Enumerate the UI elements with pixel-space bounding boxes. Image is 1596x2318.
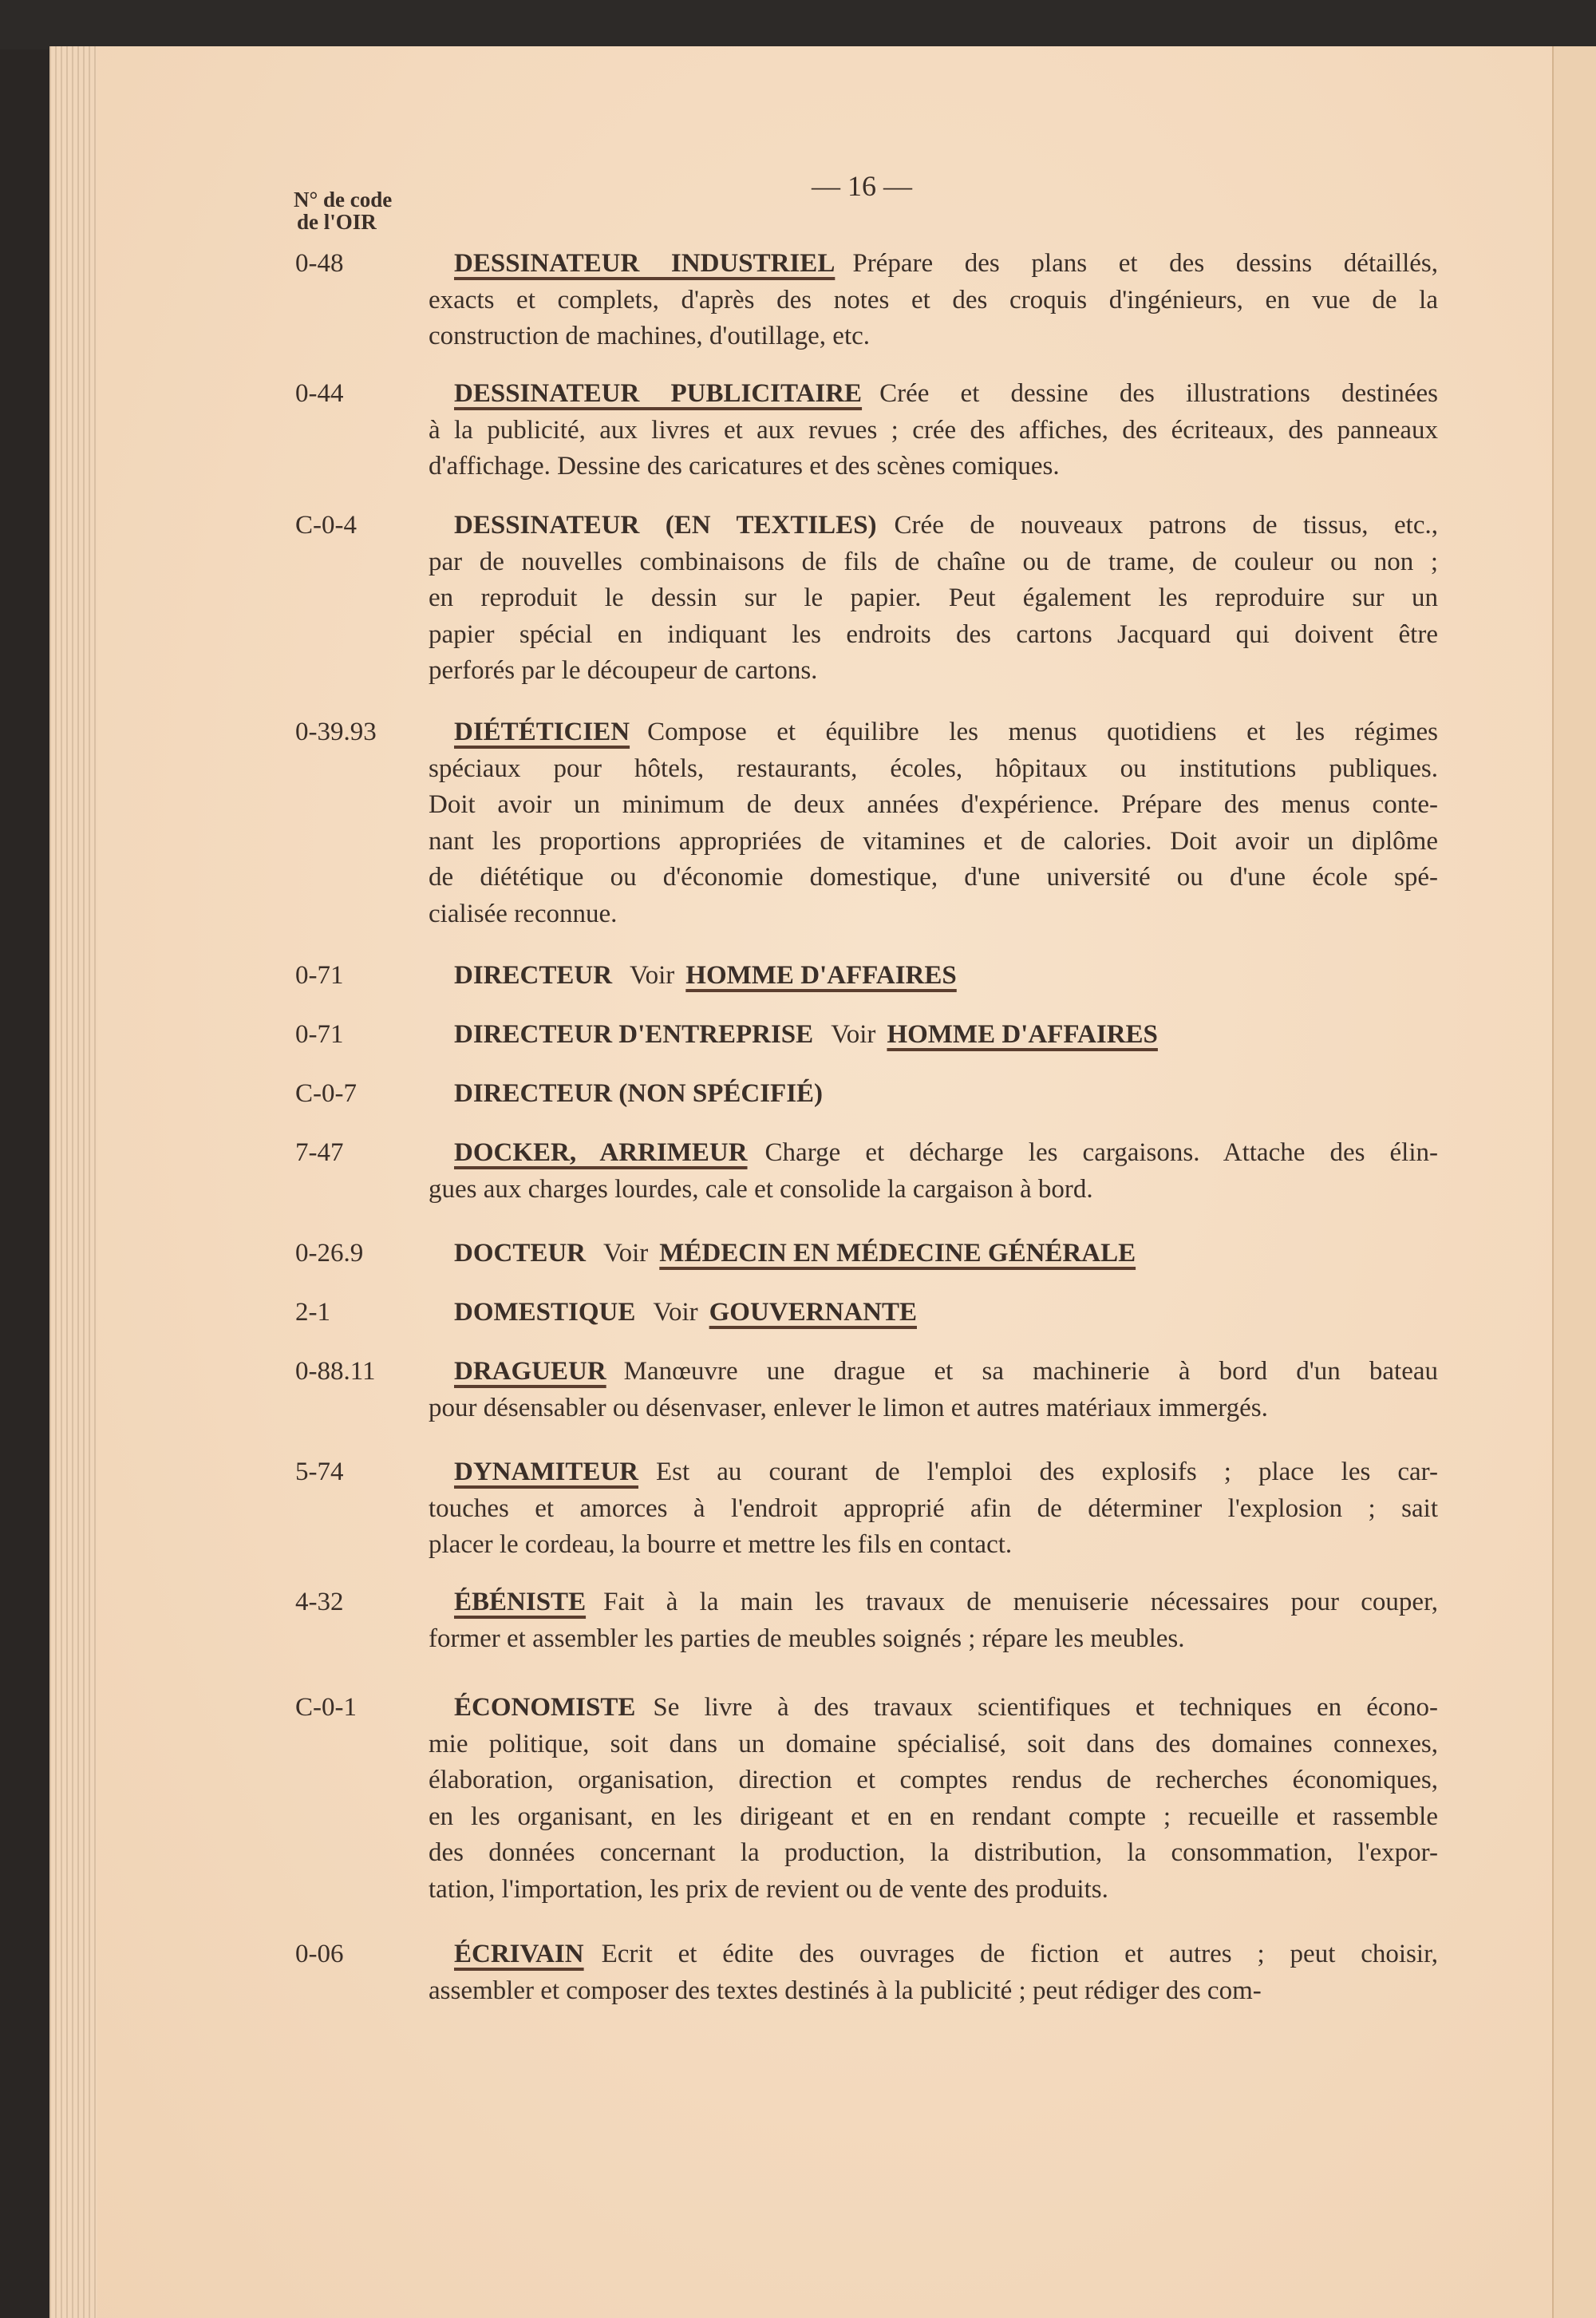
- scan-background: [0, 0, 1596, 49]
- entry-line: à la publicité, aux livres et aux revues ; crée des affiches, des écriteaux, des panneaux: [429, 415, 1438, 445]
- headword: DIÉTÉTICIEN: [454, 718, 630, 746]
- code-column-header: [294, 188, 392, 233]
- entry-line: [429, 246, 1438, 283]
- oir-code: 0-48: [295, 249, 344, 278]
- oir-code: 0-39.93: [295, 718, 377, 746]
- entry-line: [429, 1017, 1438, 1054]
- entry-body: [429, 1295, 1438, 1331]
- entry-body: [429, 246, 1438, 355]
- entry-line: en reproduit le dessin sur le papier. Peut également les reproduire sur un: [429, 583, 1438, 612]
- code-column-header-line2: de l'OIR: [297, 210, 377, 234]
- entry-line: papier spécial en indiquant les endroits des cartons Jacquard qui doivent être: [429, 619, 1438, 649]
- entry-line: [429, 958, 1438, 995]
- entry-line: [429, 376, 1438, 413]
- entry-line: gues aux charges lourdes, cale et consolide la cargaison à bord.: [429, 1174, 1093, 1204]
- entry-line: [429, 714, 1438, 751]
- headword: ÉCRIVAIN: [454, 1940, 584, 1968]
- see-reference-link[interactable]: HOMME D'AFFAIRES: [887, 1020, 1158, 1049]
- entry-line: construction de machines, d'outillage, etc.: [429, 322, 871, 350]
- oir-code: 0-71: [295, 1020, 344, 1049]
- entry-line: Doit avoir un minimum de deux années d'expérience. Prépare des menus conte-: [429, 790, 1438, 819]
- oir-code: 0-44: [295, 379, 344, 408]
- headword: DESSINATEUR (EN TEXTILES): [454, 511, 877, 540]
- entry-text: Crée de nouveaux patrons de tissus, etc.,: [894, 511, 1438, 540]
- entry-text: Se livre à des travaux scientifiques et techniques en écono-: [653, 1693, 1438, 1722]
- see-label: Voir: [653, 1298, 698, 1327]
- entry-body: [429, 1236, 1438, 1272]
- oir-code: 2-1: [295, 1298, 330, 1327]
- entry-line: en les organisant, en les dirigeant et en en rendant compte ; recueille et rassemble: [429, 1802, 1438, 1831]
- entry-line: nant les proportions appropriées de vitamines et de calories. Doit avoir un diplôme: [429, 826, 1438, 856]
- entry-line: exacts et complets, d'après des notes et des croquis d'ingénieurs, en vue de la: [429, 285, 1438, 314]
- oir-code: 7-47: [295, 1138, 344, 1167]
- code-column-header-line1: N° de code: [294, 188, 393, 212]
- entry-body: [429, 1076, 1438, 1113]
- see-label: Voir: [630, 961, 675, 990]
- entry-line: [429, 1454, 1438, 1491]
- entry-line: pour désensabler ou désenvaser, enlever le limon et autres matériaux immergés.: [429, 1393, 1268, 1422]
- headword: DIRECTEUR D'ENTREPRISE: [454, 1020, 814, 1049]
- oir-code: C-0-1: [295, 1693, 357, 1722]
- entry-text: Compose et équilibre les menus quotidiens et les régimes: [647, 718, 1438, 746]
- headword: DOCKER, ARRIMEUR: [454, 1138, 748, 1167]
- page-number: — 16 —: [812, 170, 912, 202]
- entry-body: [429, 1936, 1438, 2009]
- entry-body: [429, 508, 1438, 690]
- oir-code: 0-88.11: [295, 1357, 376, 1386]
- entry-text: Crée et dessine des illustrations destinées: [879, 379, 1438, 408]
- entry-line: spéciaux pour hôtels, restaurants, écoles, hôpitaux ou institutions publiques.: [429, 754, 1438, 783]
- see-label: Voir: [603, 1239, 649, 1268]
- entry-line: des données concernant la production, la distribution, la consommation, l'expor-: [429, 1838, 1438, 1867]
- entry-body: [429, 1584, 1438, 1657]
- entry-text: Charge et décharge les cargaisons. Attache des élin-: [764, 1138, 1438, 1167]
- entry-line: d'affichage. Dessine des caricatures et des scènes comiques.: [429, 452, 1060, 481]
- see-label: Voir: [831, 1020, 876, 1049]
- oir-code: 0-06: [295, 1940, 344, 1968]
- see-reference-link[interactable]: GOUVERNANTE: [709, 1298, 917, 1327]
- entry-text: Ecrit et édite des ouvrages de fiction et autres ; peut choisir,: [601, 1940, 1438, 1968]
- entry-line: élaboration, organisation, direction et comptes rendus de recherches économiques,: [429, 1766, 1438, 1794]
- headword: DESSINATEUR INDUSTRIEL: [454, 249, 836, 278]
- entry-line: [429, 1690, 1438, 1727]
- entry-body: [429, 1690, 1438, 1908]
- entry-line: [429, 1135, 1438, 1172]
- entry-body: [429, 376, 1438, 485]
- entry-line: assembler et composer des textes destinés à la publicité ; peut rédiger des com-: [429, 1976, 1262, 2005]
- headword: DYNAMITEUR: [454, 1458, 638, 1486]
- oir-code: C-0-7: [295, 1079, 357, 1108]
- headword: DESSINATEUR PUBLICITAIRE: [454, 379, 863, 408]
- entry-line: tation, l'importation, les prix de revient ou de vente des produits.: [429, 1874, 1108, 1904]
- headword: DIRECTEUR (NON SPÉCIFIÉ): [454, 1079, 824, 1108]
- entry-line: placer le cordeau, la bourre et mettre les fils en contact.: [429, 1530, 1013, 1559]
- oir-code: 4-32: [295, 1588, 344, 1616]
- entry-body: [429, 958, 1438, 995]
- entry-line: cialisée reconnue.: [429, 899, 618, 928]
- entry-line: [429, 1295, 1438, 1331]
- see-reference-link[interactable]: HOMME D'AFFAIRES: [685, 961, 957, 990]
- entry-line: [429, 1236, 1438, 1272]
- entry-line: former et assembler les parties de meubles soignés ; répare les meubles.: [429, 1624, 1185, 1653]
- entry-line: touches et amorces à l'endroit approprié afin de déterminer l'explosion ; sait: [429, 1493, 1438, 1523]
- headword: ÉCONOMISTE: [454, 1693, 636, 1722]
- entry-line: [429, 1076, 1438, 1113]
- oir-code: 0-26.9: [295, 1239, 364, 1268]
- oir-code: 0-71: [295, 961, 344, 990]
- entry-text: Manœuvre une drague et sa machinerie à bord d'un bateau: [623, 1357, 1438, 1386]
- entry-line: par de nouvelles combinaisons de fils de chaîne ou de trame, de couleur ou non ;: [429, 547, 1438, 576]
- entry-body: [429, 1017, 1438, 1054]
- entry-text: Est au courant de l'emploi des explosifs ; place les car-: [656, 1458, 1438, 1486]
- adjacent-page-edge: [1552, 46, 1596, 2318]
- entry-body: [429, 1454, 1438, 1564]
- oir-code: 5-74: [295, 1458, 344, 1486]
- entry-line: [429, 1584, 1438, 1621]
- headword: DOCTEUR: [454, 1239, 587, 1268]
- entry-text: Prépare des plans et des dessins détaillés,: [852, 249, 1439, 278]
- entry-line: [429, 1354, 1438, 1390]
- headword: DIRECTEUR: [454, 961, 613, 990]
- headword: ÉBÉNISTE: [454, 1588, 587, 1616]
- entry-body: [429, 1354, 1438, 1426]
- entry-text: Fait à la main les travaux de menuiserie nécessaires pour couper,: [603, 1588, 1438, 1616]
- headword: DRAGUEUR: [454, 1357, 606, 1386]
- entry-line: [429, 508, 1438, 544]
- page-edges: [49, 46, 97, 2318]
- entry-line: [429, 1936, 1438, 1973]
- headword: DOMESTIQUE: [454, 1298, 636, 1327]
- entry-body: [429, 1135, 1438, 1208]
- entry-line: perforés par le découpeur de cartons.: [429, 656, 818, 685]
- see-reference-link[interactable]: MÉDECIN EN MÉDECINE GÉNÉRALE: [659, 1239, 1136, 1268]
- entry-line: mie politique, soit dans un domaine spécialisé, soit dans des domaines connexes,: [429, 1729, 1438, 1758]
- entry-body: [429, 714, 1438, 932]
- oir-code: C-0-4: [295, 511, 357, 540]
- entry-line: de diététique ou d'économie domestique, d'une université ou d'une école spé-: [429, 863, 1438, 892]
